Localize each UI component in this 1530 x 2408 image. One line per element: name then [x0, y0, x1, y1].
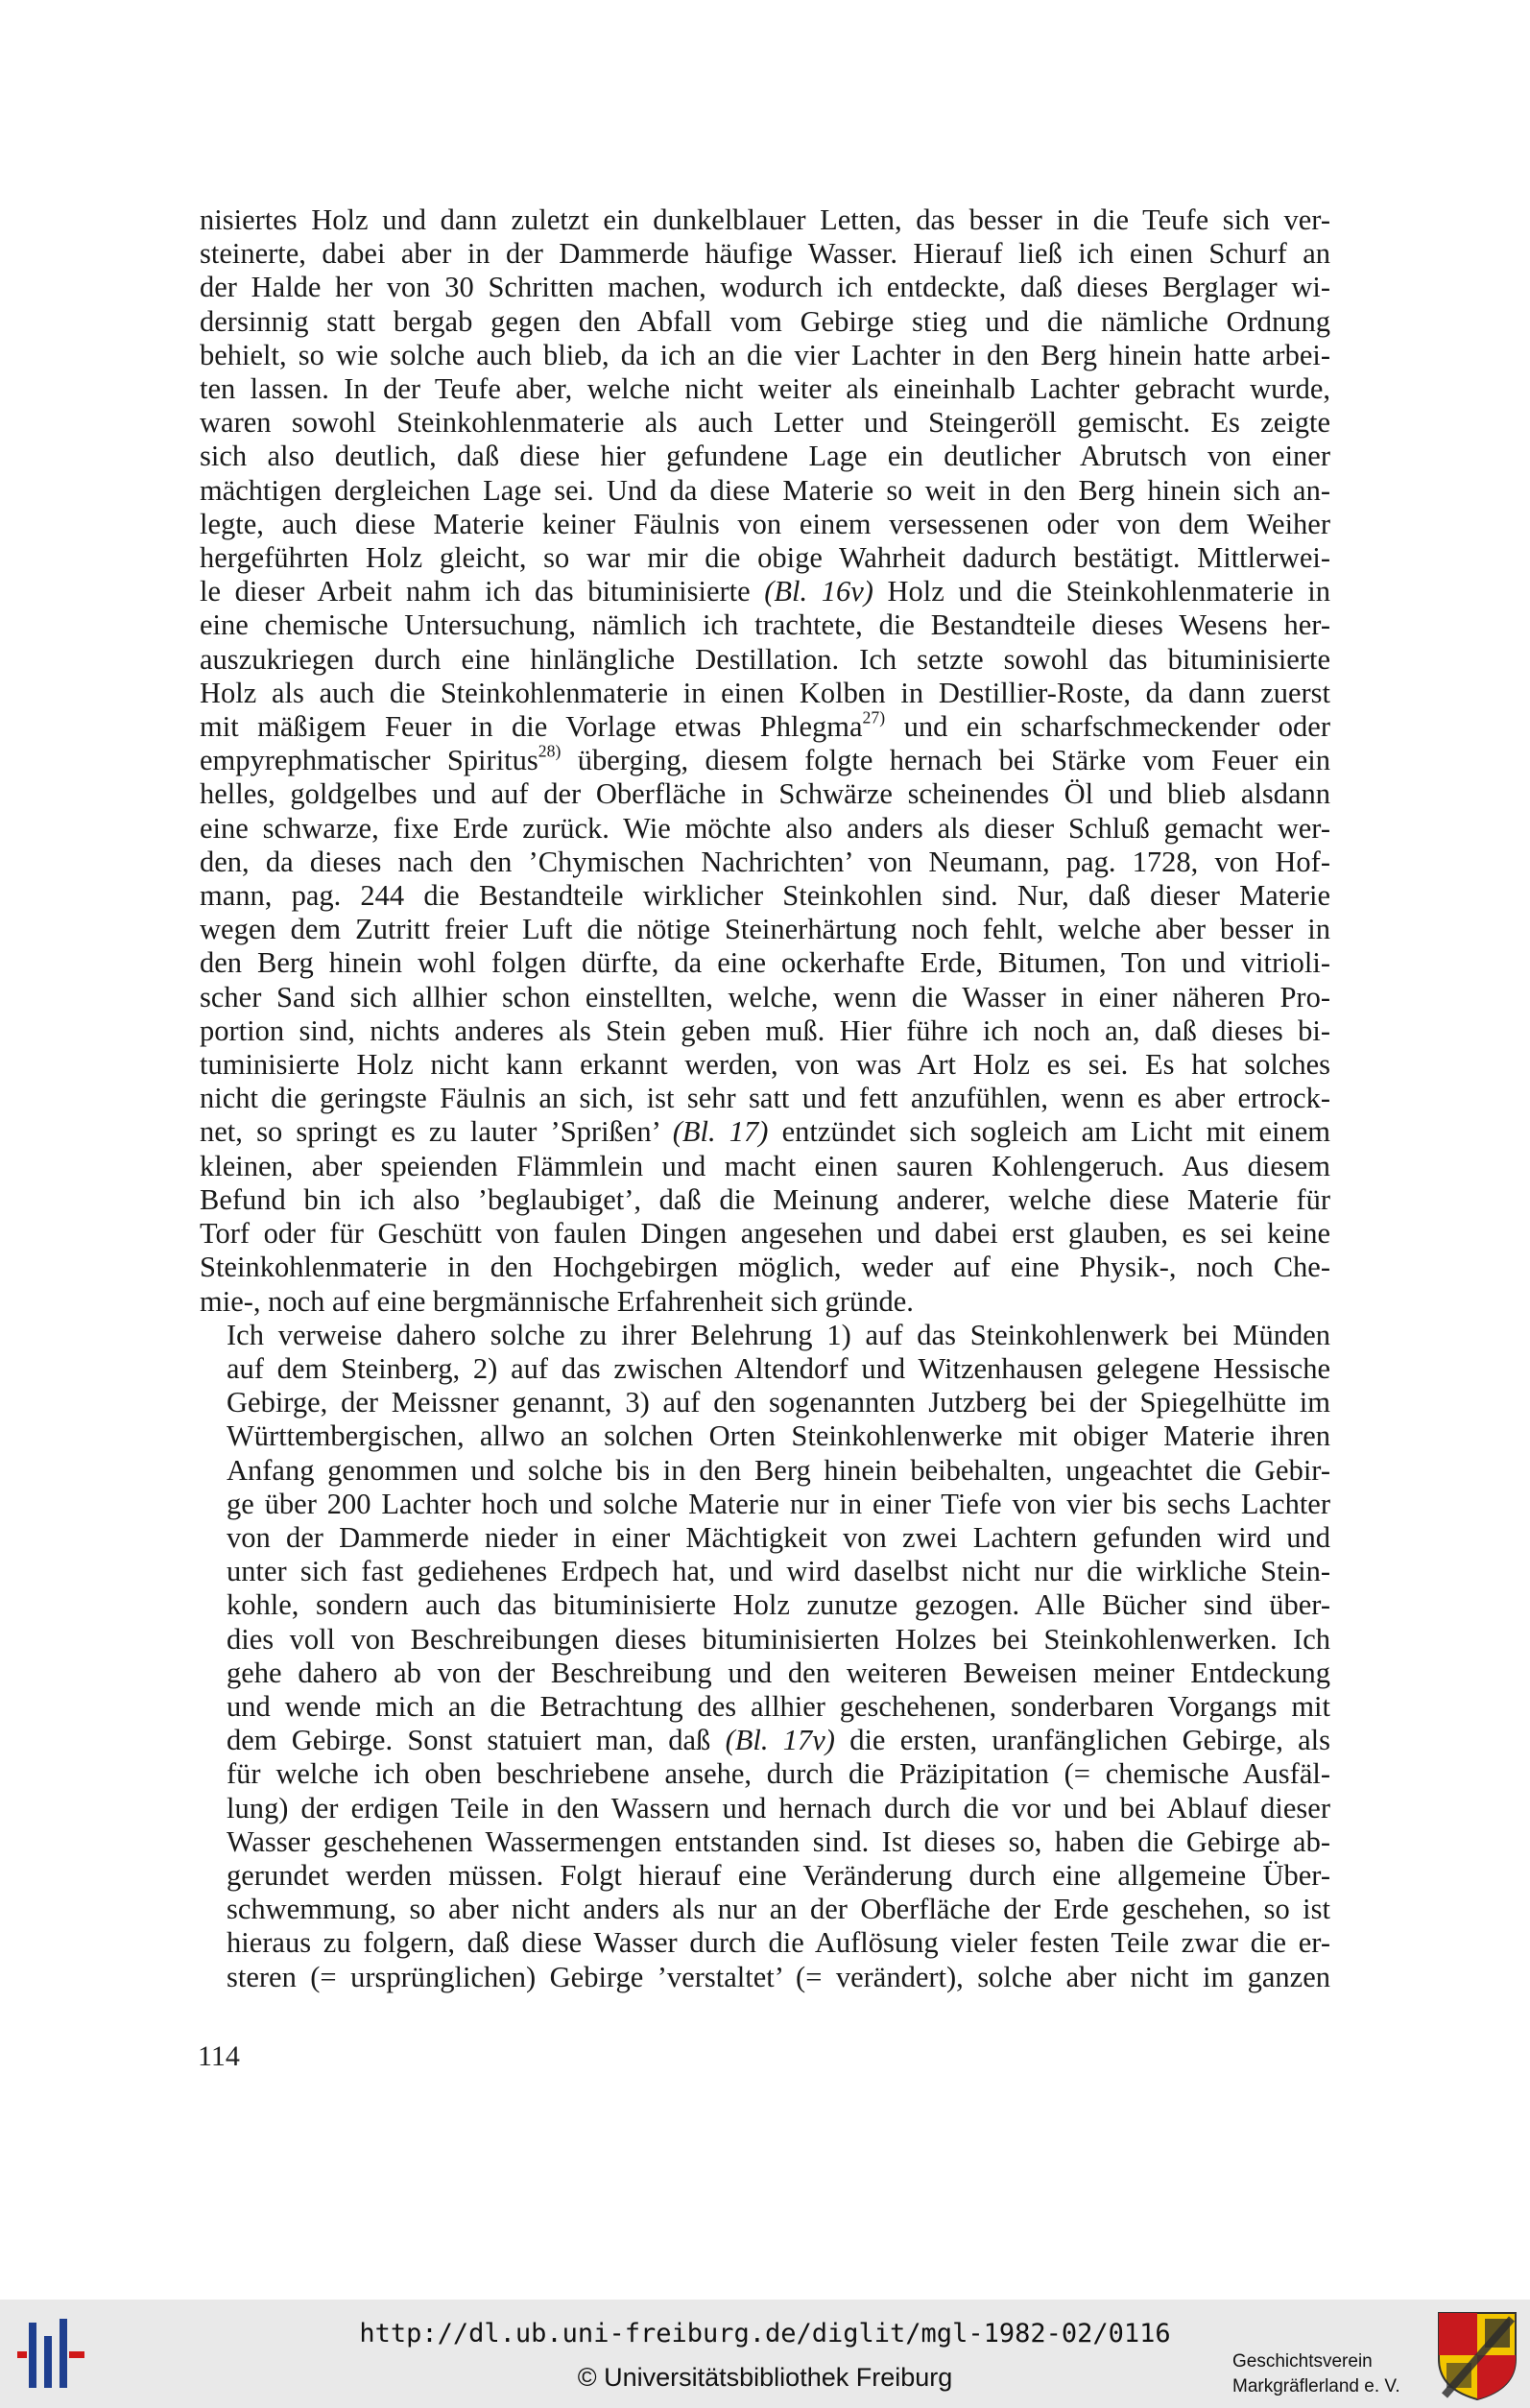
- text-line: legte, auch diese Materie keiner Fäulnis von einem versessenen oder von dem Weiher: [200, 507, 1330, 540]
- text-line: unter sich fast gediehenes Erdpech hat, und wird daselbst nicht nur die wirkliche Stein-: [227, 1555, 1330, 1588]
- text-line: und wende mich an die Betrachtung des allhier geschehenen, sonderbaren Vorgangs mit: [227, 1689, 1330, 1723]
- text-line: [200, 575, 1330, 608]
- coat-of-arms-icon: [1435, 2309, 1519, 2401]
- text-line: eine chemische Untersuchung, nämlich ich trachtete, die Bestandteile dieses Wesens her-: [200, 608, 1330, 642]
- text-line: Wasser geschehenen Wassermengen entstanden sind. Ist dieses so, haben die Gebirge ab-: [227, 1824, 1330, 1858]
- text-line: ten lassen. In der Teufe aber, welche nicht weiter als eineinhalb Lachter gebracht wurde,: [200, 372, 1330, 406]
- text-line: dersinnig statt bergab gegen den Abfall vom Gebirge stieg und die nämliche Ordnung: [200, 304, 1330, 338]
- text-fragment: dem Gebirge. Sonst statuiert man, daß: [227, 1724, 711, 1757]
- footnote-marker: 27): [862, 707, 886, 727]
- text-line: sich also deutlich, daß diese hier gefundene Lage ein deutlicher Abrutsch von einer: [200, 440, 1330, 473]
- text-line: von der Dammerde nieder in einer Mächtigkeit von zwei Lachtern gefunden wird und: [227, 1520, 1330, 1554]
- text-line: [200, 707, 1331, 744]
- document-body: [200, 203, 1330, 1994]
- text-line: wegen dem Zutritt freier Luft die nötige Steinerhärtung noch fehlt, welche aber besser in: [200, 913, 1330, 946]
- text-line: steren (= ursprünglichen) Gebirge ’verstaltet’ (= verändert), solche aber nicht im ganzen: [227, 1960, 1330, 1993]
- text-fragment: überging, diesem folgte hernach bei Stärke vom Feuer ein: [577, 744, 1331, 777]
- text-line: hieraus zu folgern, daß diese Wasser durch die Auflösung vieler festen Teile zwar die er-: [227, 1926, 1330, 1960]
- text-line: kleinen, aber speienden Flämmlein und macht einen sauren Kohlengeruch. Aus diesem: [200, 1149, 1330, 1182]
- text-line: tuminisierte Holz nicht kann erkannt werden, von was Art Holz es sei. Es hat solches: [200, 1048, 1330, 1082]
- text-fragment: und ein scharfschmeckender oder: [903, 710, 1331, 744]
- text-line: lung) der erdigen Teile in den Wassern und hernach durch die vor und bei Ablauf dieser: [227, 1791, 1330, 1824]
- text-line: waren sowohl Steinkohlenmaterie als auch Letter und Steingeröll gemischt. Es zeigte: [200, 406, 1330, 440]
- text-line: Torf oder für Geschütt von faulen Dingen angesehen und dabei erst glauben, es sei keine: [200, 1217, 1330, 1251]
- text-line: nicht die geringste Fäulnis an sich, ist sehr satt und fett anzufühlen, wenn es aber ertrock-: [200, 1082, 1330, 1115]
- text-fragment: entzündet sich sogleich am Licht mit einem: [781, 1115, 1330, 1149]
- text-line: auf dem Steinberg, 2) auf das zwischen Altendorf und Witzenhausen gelegene Hessische: [227, 1351, 1330, 1385]
- text-line: für welche ich oben beschriebene ansehe, durch die Präzipitation (= chemische Ausfäl-: [227, 1757, 1330, 1791]
- text-line: Befund bin ich also ’beglaubiget’, daß die Meinung anderer, welche diese Materie für: [200, 1182, 1330, 1216]
- text-line: schwemmung, so aber nicht anders als nur an der Oberfläche der Erde geschehen, so ist: [227, 1893, 1330, 1926]
- text-line: steinerte, dabei aber in der Dammerde häufige Wasser. Hierauf ließ ich einen Schurf an: [200, 237, 1330, 271]
- text-line: dies voll von Beschreibungen dieses bituminisierten Holzes bei Steinkohlenwerken. Ich: [227, 1622, 1330, 1656]
- text-line: Holz als auch die Steinkohlenmaterie in einen Kolben in Destillier-Roste, da dann zuerst: [200, 676, 1330, 709]
- copyright-notice: © Universitätsbibliothek Freiburg: [577, 2363, 953, 2392]
- folio-reference: (Bl. 17v): [725, 1724, 835, 1757]
- paragraph-2: [200, 1319, 1330, 1994]
- text-line: den Berg hinein wohl folgen dürfte, da eine ockerhafte Erde, Bitumen, Ton und vitrioli-: [200, 946, 1330, 980]
- text-line: ge über 200 Lachter hoch und solche Materie nur in einer Tiefe von vier bis sechs Lachter: [227, 1487, 1330, 1520]
- text-line: eine schwarze, fixe Erde zurück. Wie möchte also anders als dieser Schluß gemacht wer-: [200, 811, 1330, 845]
- text-line: mie-, noch auf eine bergmännische Erfahrenheit sich gründe.: [200, 1284, 914, 1318]
- text-line: der Halde her von 30 Schritten machen, wodurch ich entdeckte, daß dieses Berglager wi-: [200, 271, 1330, 304]
- text-line: Gebirge, der Meissner genannt, 3) auf den sogenannten Jutzberg bei der Spiegelhütte im: [227, 1386, 1330, 1419]
- page-number: 114: [198, 2040, 240, 2072]
- footnote-marker: 28): [538, 741, 562, 761]
- folio-reference: (Bl. 17): [672, 1115, 769, 1149]
- text-fragment: empyrephmatischer Spiritus: [200, 744, 538, 777]
- text-line: nisiertes Holz und dann zuletzt ein dunkelblauer Letten, das besser in die Teufe sich ver-: [200, 203, 1330, 236]
- society-name: [1232, 2349, 1400, 2399]
- text-line: behielt, so wie solche auch blieb, da ich an die vier Lachter in den Berg hinein hatte arbei-: [200, 338, 1330, 371]
- text-fragment: net, so springt es zu lauter ’Sprißen’: [200, 1115, 659, 1149]
- text-line: Württembergischen, allwo an solchen Orten Steinkohlenwerke mit obiger Materie ihren: [227, 1419, 1330, 1453]
- permalink-url[interactable]: http://dl.ub.uni-freiburg.de/diglit/mgl-1982-02/0116: [359, 2319, 1171, 2348]
- text-line: scher Sand sich allhier schon einstellten, welche, wenn die Wasser in einer näheren Pro-: [200, 980, 1330, 1013]
- text-line: den, da dieses nach den ’Chymischen Nachrichten’ von Neumann, pag. 1728, von Hof-: [200, 845, 1330, 878]
- text-line: kohle, sondern auch das bituminisierte Holz zunutze gezogen. Alle Bücher sind über-: [227, 1588, 1330, 1622]
- text-line: gehe dahero ab von der Beschreibung und den weiteren Beweisen meiner Entdeckung: [227, 1656, 1330, 1689]
- text-line: mächtigen dergleichen Lage sei. Und da diese Materie so weit in den Berg hinein sich an-: [200, 473, 1330, 507]
- text-line: [200, 741, 1331, 777]
- text-line: helles, goldgelbes und auf der Oberfläche in Schwärze scheinendes Öl und blieb alsdann: [200, 777, 1330, 811]
- text-line: [200, 1724, 1330, 1757]
- text-fragment: mit mäßigem Feuer in die Vorlage etwas Phlegma: [200, 710, 863, 744]
- text-line: Steinkohlenmaterie in den Hochgebirgen möglich, weder auf eine Physik-, noch Che-: [200, 1251, 1330, 1284]
- society-name-line-1: Geschichtsverein: [1232, 2351, 1373, 2372]
- text-fragment: le dieser Arbeit nahm ich das bituminisierte: [200, 575, 751, 608]
- text-fragment: die ersten, uranfänglichen Gebirge, als: [849, 1724, 1331, 1757]
- text-line: auszukriegen durch eine hinlängliche Destillation. Ich setzte sowohl das bituminisierte: [200, 642, 1330, 676]
- footer-bar: [0, 2300, 1530, 2408]
- society-name-line-2: Markgräflerland e. V.: [1232, 2376, 1400, 2396]
- text-fragment: Holz und die Steinkohlenmaterie in: [887, 575, 1331, 608]
- text-line: hergeführten Holz gleicht, so war mir die obige Wahrheit dadurch bestätigt. Mittlerwei-: [200, 541, 1330, 575]
- text-line: gerundet werden müssen. Folgt hierauf eine Veränderung durch eine allgemeine Über-: [227, 1858, 1330, 1892]
- folio-reference: (Bl. 16v): [764, 575, 873, 608]
- text-line: portion sind, nichts anderes als Stein geben muß. Hier führe ich noch an, daß dieses bi-: [200, 1013, 1330, 1047]
- text-line: [200, 1115, 1330, 1149]
- text-line: mann, pag. 244 die Bestandteile wirklicher Steinkohlen sind. Nur, daß dieser Materie: [200, 879, 1330, 913]
- paragraph-1: [200, 203, 1330, 1319]
- text-line: Anfang genommen und solche bis in den Berg hinein beibehalten, ungeachtet die Gebir-: [227, 1453, 1330, 1487]
- text-line: Ich verweise dahero solche zu ihrer Belehrung 1) auf das Steinkohlenwerk bei Münden: [227, 1318, 1330, 1351]
